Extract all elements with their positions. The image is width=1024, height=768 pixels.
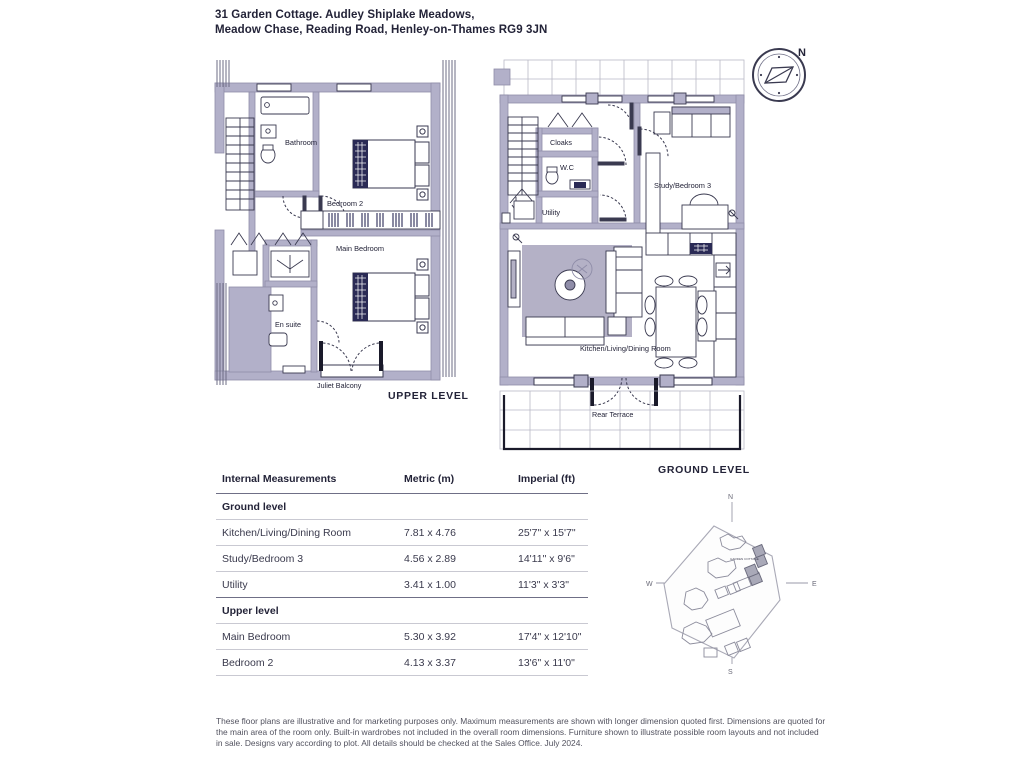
table-row — [216, 546, 588, 572]
terrace-boundary — [504, 395, 740, 449]
upper-level-floorplan — [205, 55, 465, 390]
front-paving — [504, 60, 744, 98]
room-label-en-suite: En suite — [275, 320, 301, 329]
siteplan-east-label: E — [812, 581, 817, 588]
title-line-2: Meadow Chase, Reading Road, Henley-on-Thames RG9 3JN — [215, 24, 548, 36]
room-label-bathroom: Bathroom — [285, 138, 318, 147]
row-metric: 4.13 x 3.37 — [398, 650, 512, 676]
disclaimer-text: These floor plans are illustrative and for marketing purposes only. Maximum measurements are shown with longer dimension quoted first. Dimensions are quoted for the main area of the room only. Built-in wardrobes not included in the overall room dimensions. Furniture shown to illustrate possible room layouts and not included in sale. Designs vary according to plot. All details should be checked at the Sales Office. July 2024. — [216, 716, 826, 748]
row-imperial: 11'3" x 3'3" — [512, 572, 588, 598]
room-label-wc: W.C — [560, 163, 574, 172]
upper-bottom-window — [283, 366, 305, 373]
dining-table — [645, 276, 707, 368]
table-row — [216, 650, 588, 676]
table-row — [216, 624, 588, 650]
room-label-study-bedroom-3: Study/Bedroom 3 — [654, 181, 712, 190]
upper-window-right — [443, 60, 455, 377]
section-title-upper: Upper level — [216, 598, 588, 624]
upper-walls — [215, 83, 440, 380]
row-imperial: 17'4" x 12'10" — [512, 624, 588, 650]
title-line-1: 31 Garden Cottage. Audley Shiplake Meadows, — [215, 9, 475, 21]
room-label-kitchen-living-dining: Kitchen/Living/Dining Room — [580, 344, 671, 353]
ground-level-caption: GROUND LEVEL — [658, 464, 750, 476]
row-imperial: 13'6" x 11'0" — [512, 650, 588, 676]
table-row — [216, 520, 588, 546]
row-name: Kitchen/Living/Dining Room — [216, 520, 398, 546]
siteplan-west-label: W — [646, 581, 653, 588]
row-name: Study/Bedroom 3 — [216, 546, 398, 572]
door-wc — [598, 137, 626, 165]
row-name: Bedroom 2 — [216, 650, 398, 676]
room-label-main-bedroom: Main Bedroom — [336, 244, 385, 253]
site-plot-label: GARDEN COTTAGE — [730, 557, 759, 561]
living-wall-fixture — [513, 234, 522, 243]
table-header-row — [216, 466, 588, 494]
row-imperial: 25'7" x 15'7" — [512, 520, 588, 546]
siteplan-south-label: S — [728, 669, 733, 676]
rear-terrace — [500, 391, 744, 449]
door-ensuite — [317, 321, 339, 343]
column-header-metric: Metric (m) — [404, 473, 455, 485]
room-label-juliet-balcony: Juliet Balcony — [317, 381, 362, 390]
page-title — [215, 8, 835, 38]
row-metric: 5.30 x 3.92 — [398, 624, 512, 650]
juliet-balcony — [319, 341, 383, 377]
row-metric: 7.81 x 4.76 — [398, 520, 512, 546]
site-plan — [642, 488, 822, 683]
measurements-table — [216, 466, 588, 676]
row-imperial: 14'11" x 9'6" — [512, 546, 588, 572]
staircase-ground — [508, 117, 538, 211]
bathroom-fixtures — [261, 97, 309, 163]
ground-level-floorplan — [486, 55, 761, 455]
column-header-name: Internal Measurements — [222, 473, 337, 485]
door-utility — [600, 195, 626, 221]
section-title-ground: Ground level — [216, 494, 588, 520]
door-front-entrance — [608, 103, 633, 129]
furniture-bed-bedroom2 — [353, 126, 429, 200]
row-metric: 3.41 x 1.00 — [398, 572, 512, 598]
furniture-bed-main — [353, 259, 429, 333]
room-label-cloaks: Cloaks — [550, 138, 572, 147]
room-label-rear-terrace: Rear Terrace — [592, 410, 634, 419]
row-name: Main Bedroom — [216, 624, 398, 650]
room-label-bedroom-2: Bedroom 2 — [327, 199, 364, 208]
row-name: Utility — [216, 572, 398, 598]
upper-level-caption: UPPER LEVEL — [388, 390, 469, 402]
table-row — [216, 572, 588, 598]
table-section-header — [216, 494, 588, 520]
row-metric: 4.56 x 2.89 — [398, 546, 512, 572]
cloaks-pitch-symbols — [548, 113, 592, 127]
table-section-header — [216, 598, 588, 624]
room-label-utility: Utility — [542, 208, 561, 217]
column-header-imperial: Imperial (ft) — [518, 473, 576, 485]
study-furniture — [646, 107, 738, 243]
siteplan-north-label: N — [728, 494, 734, 501]
furniture-wardrobe — [301, 211, 440, 229]
compass-north-label: N — [798, 47, 806, 59]
